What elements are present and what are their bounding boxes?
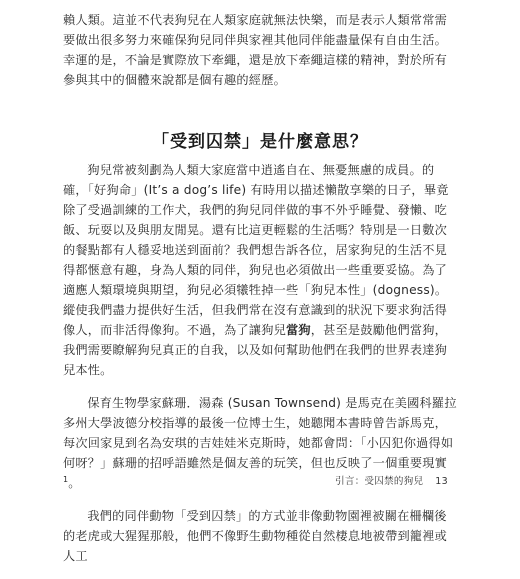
intro-line: 賴人類。這並不代表狗兒在人類家庭就無法快樂，而是表示人類常常需	[63, 13, 448, 27]
emphasis-text: 當狗	[285, 323, 311, 337]
body-paragraph: 我們的同伴動物「受到囚禁」的方式並非像動物園裡被關在柵欄後的老虎或大猩猩那般，他們不像野生動物種從自然棲息地被帶到籠裡或人工	[63, 509, 448, 563]
intro-line: 幸運的是，不論是實際放下牽繩，還是放下牽繩這樣的精神，對於所有	[63, 53, 448, 67]
intro-paragraph	[63, 10, 457, 90]
paragraph-text: ，甚至是鼓勵他們當狗，我們需要瞭解狗兒真正的自我，以及如何幫助他們在我們的世界表達狗兒本性。	[63, 323, 448, 377]
paragraph-text: 。	[68, 476, 81, 490]
section-body	[63, 160, 457, 579]
page-footer	[335, 473, 448, 487]
paragraph-text: 狗兒常被刻劃為人類大家庭當中逍遙自在、無憂無慮的成員。的確，「好狗命」(It’s a dog’s life) 有時用以描述懶散享樂的日子，畢竟除了受過訓練的工作犬，我們的狗兒同伴做的事不外乎睡覺、發懶、吃飯、玩耍以及與朋友閒晃。還有比這更輕鬆的生活嗎？特別是一日數次的餐點都有人穩妥地送到面前？我們想告訴各位，居家狗兒的生活不見得都愜意有趣，身為人類的同伴，狗兒也必須做出一些重要妥協。為了適應人類環境與期望，狗兒必須犧牲掉一些「狗兒本性」(dogness)。縱使我們盡力提供好生活，但我們常在沒有意識到的狀況下要求狗活得像人，而非活得像狗。不過，為了讓狗兒	[63, 163, 449, 337]
body-paragraph	[63, 160, 457, 380]
section-heading: 「受到囚禁」是什麼意思？	[152, 132, 368, 152]
footnote-marker[interactable]: 1	[63, 474, 69, 484]
intro-line: 參與其中的個體來說都是個有趣的經歷。	[63, 73, 286, 87]
page-number: 13	[435, 476, 448, 487]
running-head: 引言：受囚禁的狗兒	[335, 476, 424, 487]
paragraph-text: 保育生物學家蘇珊．湯森 (Susan Townsend) 是馬克在美國科羅拉多州大學波德分校指導的最後一位博士生，她聽聞本書時曾告訴馬克，每次回家見到名為安琪的吉娃娃米克斯時，她都會問：「小囚犯你過得如何呀？」蘇珊的招呼語雖然是個友善的玩笑，但也反映了一個重要現實	[63, 396, 457, 470]
intro-line: 要做出很多努力來確保狗兒同伴與家裡其他同伴能盡量保有自由生活。	[63, 33, 448, 47]
